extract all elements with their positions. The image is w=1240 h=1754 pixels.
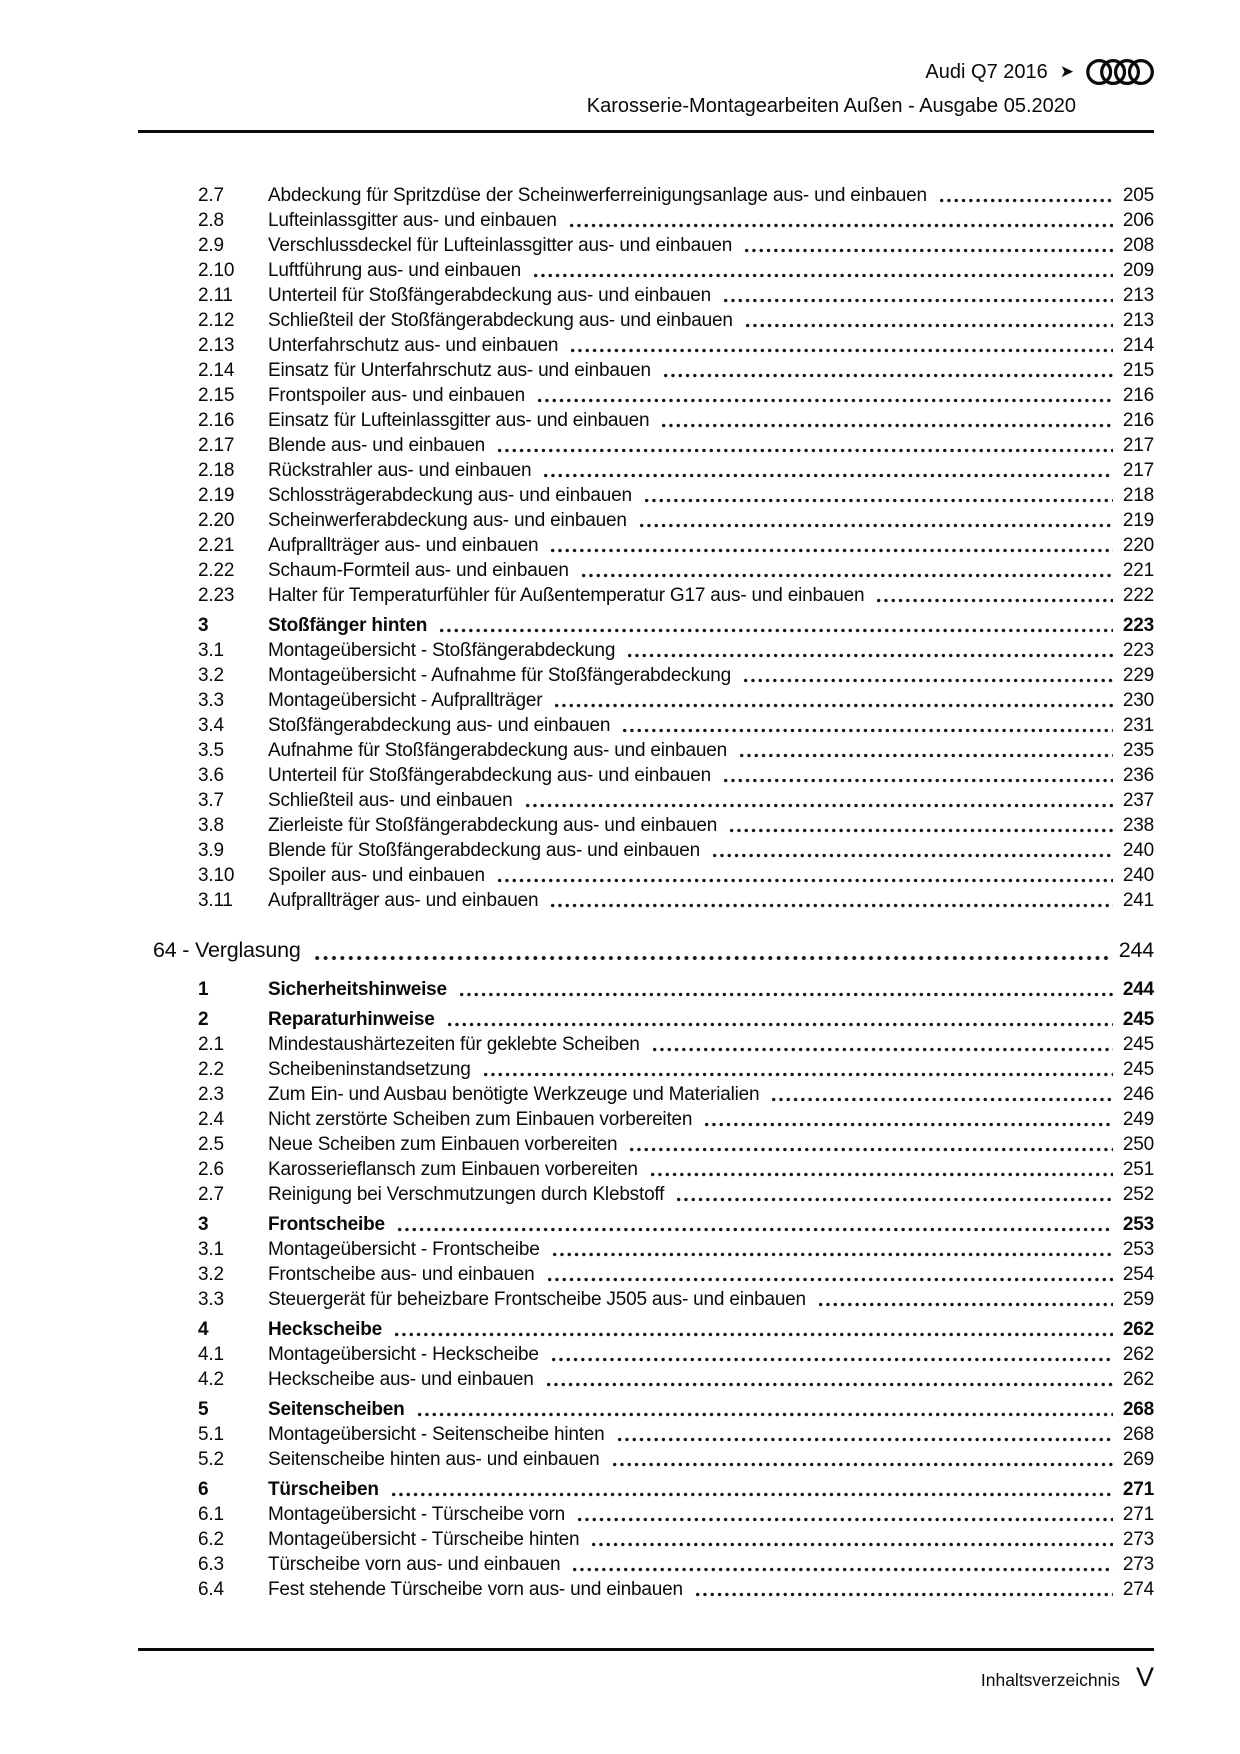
toc-entry-number: 2.23 bbox=[198, 585, 235, 606]
toc-entry-row bbox=[140, 558, 1154, 583]
toc-entry-title: Fest stehende Türscheibe vorn aus- und einbauen bbox=[268, 1579, 683, 1600]
dot-leader bbox=[566, 208, 1113, 233]
toc-entry-title: Spoiler aus- und einbauen bbox=[268, 865, 485, 886]
toc-entry-page: 216 bbox=[1122, 410, 1154, 431]
toc-entry-row bbox=[140, 888, 1154, 913]
toc-entry-row bbox=[140, 1157, 1154, 1182]
toc-entry-row bbox=[140, 738, 1154, 763]
dot-leader bbox=[588, 1527, 1112, 1552]
toc-entry-row bbox=[140, 1552, 1154, 1577]
toc-entry-number: 2.11 bbox=[198, 285, 233, 306]
toc-entry-title: Steuergerät für beheizbare Frontscheibe J505 aus- und einbauen bbox=[268, 1289, 806, 1310]
toc-entry-page: 262 bbox=[1122, 1319, 1154, 1340]
toc-entry-row bbox=[140, 1577, 1154, 1602]
toc-entry-page: 268 bbox=[1122, 1424, 1154, 1445]
dot-leader bbox=[647, 1157, 1113, 1182]
toc-entry-page: 220 bbox=[1122, 535, 1154, 556]
toc-entry-number: 2.1 bbox=[198, 1034, 224, 1055]
toc-entry-row bbox=[140, 1057, 1154, 1082]
toc-entry-row bbox=[140, 863, 1154, 888]
toc-entry-title: Reparaturhinweise bbox=[268, 1009, 435, 1030]
toc-entry-row bbox=[140, 1447, 1154, 1472]
toc-entry-row bbox=[140, 208, 1154, 233]
toc-entry-title: Scheibeninstandsetzung bbox=[268, 1059, 471, 1080]
toc-entry-title: Schlossträgerabdeckung aus- und einbauen bbox=[268, 485, 632, 506]
dot-leader bbox=[530, 258, 1113, 283]
toc-entry-title: Seitenscheibe hinten aus- und einbauen bbox=[268, 1449, 600, 1470]
toc-entry-row bbox=[140, 1212, 1154, 1237]
toc-entry-row bbox=[140, 383, 1154, 408]
toc-entry-title: Einsatz für Lufteinlassgitter aus- und einbauen bbox=[268, 410, 650, 431]
toc-entry-title: Blende aus- und einbauen bbox=[268, 435, 486, 456]
toc-entry-row bbox=[140, 688, 1154, 713]
toc-entry-page: 237 bbox=[1122, 790, 1154, 811]
toc-entry-number: 3.2 bbox=[198, 665, 224, 686]
dot-leader bbox=[636, 508, 1113, 533]
dot-leader bbox=[649, 1032, 1113, 1057]
toc-entry-number: 6.1 bbox=[198, 1504, 224, 1525]
toc-entry-title: Einsatz für Unterfahrschutz aus- und einbauen bbox=[268, 360, 651, 381]
dot-leader bbox=[736, 738, 1113, 763]
toc-entry-title: Montageübersicht - Türscheibe vorn bbox=[268, 1504, 566, 1525]
toc-entry-page: 215 bbox=[1122, 360, 1154, 381]
toc-entry-row bbox=[140, 233, 1154, 258]
toc-entry-number: 3.2 bbox=[198, 1264, 224, 1285]
toc-entry-row bbox=[140, 583, 1154, 608]
toc-entry-number: 2.3 bbox=[198, 1084, 224, 1105]
toc-entry-number: 2.9 bbox=[198, 235, 224, 256]
dot-leader bbox=[544, 1262, 1113, 1287]
toc-entry-number: 4.1 bbox=[198, 1344, 224, 1365]
toc-entry-row bbox=[140, 1107, 1154, 1132]
toc-entry-page: 217 bbox=[1122, 435, 1154, 456]
toc-entry-page: 251 bbox=[1122, 1159, 1154, 1180]
toc-entry-title: Neue Scheiben zum Einbauen vorbereiten bbox=[268, 1134, 618, 1155]
toc-entry-page: 214 bbox=[1122, 335, 1154, 356]
toc-entry-page: 223 bbox=[1122, 615, 1154, 636]
toc-entry-number: 6.3 bbox=[198, 1554, 224, 1575]
toc-entry-page: 213 bbox=[1122, 285, 1154, 306]
toc-entry-page: 244 bbox=[1122, 979, 1154, 1000]
toc-entry-number: 3.1 bbox=[198, 640, 224, 661]
toc-entry-page: 222 bbox=[1122, 585, 1154, 606]
dot-leader bbox=[456, 977, 1113, 1002]
toc-entry-number: 3.6 bbox=[198, 765, 224, 786]
toc-entry-page: 236 bbox=[1122, 765, 1154, 786]
toc-entry-number: 3.3 bbox=[198, 690, 224, 711]
dot-leader bbox=[391, 1317, 1113, 1342]
toc-entry-page: 269 bbox=[1122, 1449, 1154, 1470]
toc-entry-number: 3.5 bbox=[198, 740, 224, 761]
toc-entry-title: Schließteil der Stoßfängerabdeckung aus- und einbauen bbox=[268, 310, 733, 331]
toc-entry-page: 205 bbox=[1122, 185, 1154, 206]
toc-entry-row bbox=[140, 483, 1154, 508]
toc-entry-number: 2.17 bbox=[198, 435, 235, 456]
toc-entry-title: Montageübersicht - Aufprallträger bbox=[268, 690, 543, 711]
toc-entry-page: 245 bbox=[1122, 1009, 1154, 1030]
toc-entry-row bbox=[140, 1237, 1154, 1262]
toc-entry-title: Halter für Temperaturfühler für Außentemperatur G17 aus- und einbauen bbox=[268, 585, 865, 606]
toc-entry-title: Montageübersicht - Stoßfängerabdeckung bbox=[268, 640, 616, 661]
toc-entry-page: 252 bbox=[1122, 1184, 1154, 1205]
toc-entry-page: 245 bbox=[1122, 1059, 1154, 1080]
toc-entry-title: Montageübersicht - Frontscheibe bbox=[268, 1239, 540, 1260]
toc-entry-number: 2.8 bbox=[198, 210, 224, 231]
toc-entry-page: 206 bbox=[1122, 210, 1154, 231]
toc-entry-title: Heckscheibe aus- und einbauen bbox=[268, 1369, 534, 1390]
toc-entry-row bbox=[140, 1262, 1154, 1287]
toc-entry-title: Stoßfängerabdeckung aus- und einbauen bbox=[268, 715, 611, 736]
dot-leader bbox=[388, 1477, 1113, 1502]
toc-chapter-row bbox=[140, 935, 1154, 965]
toc-entry-number: 2.21 bbox=[198, 535, 235, 556]
toc-entry-row bbox=[140, 713, 1154, 738]
toc-entry-page: 223 bbox=[1122, 640, 1154, 661]
table-of-contents bbox=[140, 183, 1154, 1602]
toc-entry-row bbox=[140, 408, 1154, 433]
toc-entry-title: Aufprallträger aus- und einbauen bbox=[268, 535, 539, 556]
toc-entry-page: 262 bbox=[1122, 1344, 1154, 1365]
toc-entry-row bbox=[140, 533, 1154, 558]
toc-entry-page: 231 bbox=[1122, 715, 1154, 736]
toc-entry-row bbox=[140, 458, 1154, 483]
toc-entry-number: 2.22 bbox=[198, 560, 235, 581]
toc-entry-title: Luftführung aus- und einbauen bbox=[268, 260, 522, 281]
dot-leader bbox=[701, 1107, 1113, 1132]
toc-entry-title: Lufteinlassgitter aus- und einbauen bbox=[268, 210, 557, 231]
toc-entry-number: 2.2 bbox=[198, 1059, 224, 1080]
toc-entry-row bbox=[140, 433, 1154, 458]
toc-entry-number: 4 bbox=[198, 1319, 209, 1340]
toc-entry-title: Rückstrahler aus- und einbauen bbox=[268, 460, 532, 481]
toc-entry-title: Mindestaushärtezeiten für geklebte Scheiben bbox=[268, 1034, 640, 1055]
toc-entry-number: 2.10 bbox=[198, 260, 235, 281]
toc-entry-page: 240 bbox=[1122, 840, 1154, 861]
toc-entry-row bbox=[140, 1287, 1154, 1312]
toc-entry-page: 221 bbox=[1122, 560, 1154, 581]
toc-entry-row bbox=[140, 663, 1154, 688]
toc-entry-page: 229 bbox=[1122, 665, 1154, 686]
toc-entry-page: 240 bbox=[1122, 865, 1154, 886]
toc-entry-title: Frontscheibe bbox=[268, 1214, 385, 1235]
toc-entry-title: 64 - Verglasung bbox=[153, 938, 301, 962]
toc-entry-number: 3.4 bbox=[198, 715, 224, 736]
toc-entry-title: Sicherheitshinweise bbox=[268, 979, 447, 1000]
toc-entry-number: 2.4 bbox=[198, 1109, 224, 1130]
header-subtitle: Karosserie-Montagearbeiten Außen - Ausgabe 05.2020 bbox=[586, 95, 1076, 117]
toc-entry-title: Zierleiste für Stoßfängerabdeckung aus- und einbauen bbox=[268, 815, 718, 836]
toc-entry-number: 6.2 bbox=[198, 1529, 224, 1550]
toc-entry-row bbox=[140, 283, 1154, 308]
toc-entry-number: 2.13 bbox=[198, 335, 235, 356]
toc-entry-row bbox=[140, 838, 1154, 863]
dot-leader bbox=[726, 813, 1113, 838]
toc-entry-page: 230 bbox=[1122, 690, 1154, 711]
toc-entry-number: 2.18 bbox=[198, 460, 235, 481]
dot-leader bbox=[720, 763, 1113, 788]
toc-entry-number: 2.15 bbox=[198, 385, 235, 406]
toc-entry-row bbox=[140, 1132, 1154, 1157]
dot-leader bbox=[658, 408, 1112, 433]
dot-leader bbox=[742, 308, 1113, 333]
audi-rings-icon bbox=[1086, 58, 1154, 86]
toc-entry-row bbox=[140, 763, 1154, 788]
dot-leader bbox=[626, 1132, 1112, 1157]
toc-entry-page: 217 bbox=[1122, 460, 1154, 481]
toc-entry-title: Frontspoiler aus- und einbauen bbox=[268, 385, 526, 406]
dot-leader bbox=[444, 1007, 1113, 1032]
toc-entry-page: 249 bbox=[1122, 1109, 1154, 1130]
toc-entry-number: 6.4 bbox=[198, 1579, 224, 1600]
toc-entry-title: Montageübersicht - Seitenscheibe hinten bbox=[268, 1424, 605, 1445]
header-model-line bbox=[140, 58, 1154, 86]
toc-entry-title: Türscheiben bbox=[268, 1479, 379, 1500]
dot-leader bbox=[534, 383, 1113, 408]
toc-entry-row bbox=[140, 1032, 1154, 1057]
toc-entry-number: 2.5 bbox=[198, 1134, 224, 1155]
dot-leader bbox=[619, 713, 1113, 738]
toc-entry-page: 271 bbox=[1122, 1479, 1154, 1500]
toc-entry-row bbox=[140, 358, 1154, 383]
dot-leader bbox=[549, 1237, 1113, 1262]
toc-entry-page: 253 bbox=[1122, 1239, 1154, 1260]
dot-leader bbox=[741, 233, 1113, 258]
toc-entry-title: Scheinwerferabdeckung aus- und einbauen bbox=[268, 510, 627, 531]
dot-leader bbox=[768, 1082, 1112, 1107]
toc-entry-page: 219 bbox=[1122, 510, 1154, 531]
dot-leader bbox=[522, 788, 1113, 813]
footer-section-label: Inhaltsverzeichnis bbox=[980, 1670, 1120, 1690]
toc-entry-row bbox=[140, 333, 1154, 358]
toc-entry-number: 3 bbox=[198, 1214, 209, 1235]
toc-entry-page: 245 bbox=[1122, 1034, 1154, 1055]
toc-entry-title: Montageübersicht - Heckscheibe bbox=[268, 1344, 539, 1365]
toc-entry-page: 271 bbox=[1122, 1504, 1154, 1525]
toc-entry-row bbox=[140, 1422, 1154, 1447]
model-title: Audi Q7 2016 bbox=[925, 61, 1048, 83]
toc-entry-number: 3.7 bbox=[198, 790, 224, 811]
dot-leader bbox=[624, 638, 1113, 663]
toc-entry-page: 235 bbox=[1122, 740, 1154, 761]
dot-leader bbox=[551, 688, 1113, 713]
toc-entry-number: 3.9 bbox=[198, 840, 224, 861]
toc-entry-page: 209 bbox=[1122, 260, 1154, 281]
toc-entry-row bbox=[140, 1317, 1154, 1342]
page-footer bbox=[981, 1662, 1154, 1693]
toc-entry-row bbox=[140, 183, 1154, 208]
toc-entry-row bbox=[140, 977, 1154, 1002]
dot-leader bbox=[569, 1552, 1113, 1577]
toc-entry-title: Reinigung bei Verschmutzungen durch Klebstoff bbox=[268, 1184, 665, 1205]
dot-leader bbox=[567, 333, 1113, 358]
toc-entry-page: 268 bbox=[1122, 1399, 1154, 1420]
toc-entry-row bbox=[140, 1182, 1154, 1207]
toc-entry-number: 3.3 bbox=[198, 1289, 224, 1310]
footer-divider bbox=[138, 1648, 1154, 1651]
toc-entry-number: 3 bbox=[198, 615, 209, 636]
toc-entry-number: 3.1 bbox=[198, 1239, 224, 1260]
header-divider bbox=[138, 130, 1154, 133]
toc-entry-title: Karosserieflansch zum Einbauen vorbereiten bbox=[268, 1159, 638, 1180]
dot-leader bbox=[543, 1367, 1113, 1392]
toc-entry-title: Blende für Stoßfängerabdeckung aus- und einbauen bbox=[268, 840, 700, 861]
toc-entry-row bbox=[140, 1007, 1154, 1032]
toc-entry-page: 262 bbox=[1122, 1369, 1154, 1390]
model-range-arrow-icon: ➤ bbox=[1059, 62, 1074, 81]
toc-entry-row bbox=[140, 788, 1154, 813]
dot-leader bbox=[614, 1422, 1113, 1447]
toc-entry-number: 2.19 bbox=[198, 485, 235, 506]
dot-leader bbox=[720, 283, 1113, 308]
toc-entry-row bbox=[140, 258, 1154, 283]
dot-leader bbox=[311, 935, 1109, 960]
toc-entry-number: 6 bbox=[198, 1479, 209, 1500]
toc-entry-number: 2.20 bbox=[198, 510, 235, 531]
toc-entry-title: Schaum-Formteil aus- und einbauen bbox=[268, 560, 569, 581]
toc-entry-number: 2.14 bbox=[198, 360, 235, 381]
toc-entry-row bbox=[140, 1527, 1154, 1552]
toc-entry-number: 4.2 bbox=[198, 1369, 224, 1390]
dot-leader bbox=[436, 613, 1113, 638]
toc-entry-page: 238 bbox=[1122, 815, 1154, 836]
toc-entry-row bbox=[140, 1502, 1154, 1527]
toc-entry-number: 2.7 bbox=[198, 1184, 224, 1205]
toc-entry-number: 3.11 bbox=[198, 890, 233, 911]
dot-leader bbox=[494, 863, 1113, 888]
toc-entry-page: 244 bbox=[1118, 938, 1154, 962]
toc-entry-number: 2.6 bbox=[198, 1159, 224, 1180]
toc-entry-title: Verschlussdeckel für Lufteinlassgitter aus- und einbauen bbox=[268, 235, 733, 256]
toc-entry-page: 253 bbox=[1122, 1214, 1154, 1235]
dot-leader bbox=[394, 1212, 1113, 1237]
toc-entry-page: 254 bbox=[1122, 1264, 1154, 1285]
toc-entry-title: Frontscheibe aus- und einbauen bbox=[268, 1264, 535, 1285]
toc-entry-title: Heckscheibe bbox=[268, 1319, 382, 1340]
toc-entry-page: 250 bbox=[1122, 1134, 1154, 1155]
dot-leader bbox=[815, 1287, 1113, 1312]
toc-entry-number: 1 bbox=[198, 979, 209, 1000]
toc-entry-number: 5.1 bbox=[198, 1424, 224, 1445]
dot-leader bbox=[540, 458, 1113, 483]
toc-entry-row bbox=[140, 508, 1154, 533]
toc-entry-number: 5 bbox=[198, 1399, 209, 1420]
dot-leader bbox=[609, 1447, 1113, 1472]
toc-entry-row bbox=[140, 1477, 1154, 1502]
toc-entry-title: Schließteil aus- und einbauen bbox=[268, 790, 513, 811]
toc-entry-title: Türscheibe vorn aus- und einbauen bbox=[268, 1554, 561, 1575]
toc-entry-title: Seitenscheiben bbox=[268, 1399, 405, 1420]
toc-entry-number: 3.10 bbox=[198, 865, 235, 886]
toc-entry-page: 208 bbox=[1122, 235, 1154, 256]
toc-entry-title: Nicht zerstörte Scheiben zum Einbauen vorbereiten bbox=[268, 1109, 693, 1130]
toc-entry-page: 274 bbox=[1122, 1579, 1154, 1600]
toc-entry-page: 259 bbox=[1122, 1289, 1154, 1310]
page-header bbox=[140, 58, 1154, 118]
toc-entry-number: 2.16 bbox=[198, 410, 235, 431]
dot-leader bbox=[873, 583, 1113, 608]
toc-entry-page: 273 bbox=[1122, 1554, 1154, 1575]
toc-entry-row bbox=[140, 1082, 1154, 1107]
dot-leader bbox=[660, 358, 1113, 383]
toc-entry-row bbox=[140, 1367, 1154, 1392]
toc-entry-title: Aufprallträger aus- und einbauen bbox=[268, 890, 539, 911]
toc-entry-title: Unterfahrschutz aus- und einbauen bbox=[268, 335, 559, 356]
toc-entry-title: Unterteil für Stoßfängerabdeckung aus- und einbauen bbox=[268, 285, 711, 306]
dot-leader bbox=[740, 663, 1113, 688]
toc-entry-row bbox=[140, 1342, 1154, 1367]
dot-leader bbox=[641, 483, 1113, 508]
toc-entry-title: Unterteil für Stoßfängerabdeckung aus- und einbauen bbox=[268, 765, 711, 786]
toc-entry-page: 246 bbox=[1122, 1084, 1154, 1105]
toc-entry-title: Aufnahme für Stoßfängerabdeckung aus- und einbauen bbox=[268, 740, 727, 761]
footer-page-number: V bbox=[1135, 1662, 1154, 1692]
dot-leader bbox=[936, 183, 1113, 208]
toc-entry-page: 213 bbox=[1122, 310, 1154, 331]
dot-leader bbox=[673, 1182, 1113, 1207]
toc-entry-number: 5.2 bbox=[198, 1449, 224, 1470]
toc-entry-page: 241 bbox=[1122, 890, 1154, 911]
toc-entry-page: 216 bbox=[1122, 385, 1154, 406]
toc-entry-number: 2 bbox=[198, 1009, 209, 1030]
dot-leader bbox=[692, 1577, 1113, 1602]
toc-entry-title: Montageübersicht - Aufnahme für Stoßfängerabdeckung bbox=[268, 665, 731, 686]
dot-leader bbox=[548, 1342, 1113, 1367]
dot-leader bbox=[547, 533, 1113, 558]
dot-leader bbox=[480, 1057, 1113, 1082]
toc-entry-row bbox=[140, 1397, 1154, 1422]
dot-leader bbox=[494, 433, 1113, 458]
toc-entry-row bbox=[140, 638, 1154, 663]
dot-leader bbox=[574, 1502, 1113, 1527]
dot-leader bbox=[547, 888, 1113, 913]
toc-entry-title: Stoßfänger hinten bbox=[268, 615, 428, 636]
toc-entry-row bbox=[140, 308, 1154, 333]
toc-entry-title: Abdeckung für Spritzdüse der Scheinwerferreinigungsanlage aus- und einbauen bbox=[268, 185, 927, 206]
toc-entry-number: 2.7 bbox=[198, 185, 224, 206]
toc-entry-page: 273 bbox=[1122, 1529, 1154, 1550]
dot-leader bbox=[709, 838, 1113, 863]
toc-entry-title: Zum Ein- und Ausbau benötigte Werkzeuge und Materialien bbox=[268, 1084, 760, 1105]
toc-entry-row bbox=[140, 813, 1154, 838]
toc-entry-number: 2.12 bbox=[198, 310, 235, 331]
toc-entry-page: 218 bbox=[1122, 485, 1154, 506]
toc-entry-row bbox=[140, 613, 1154, 638]
toc-entry-number: 3.8 bbox=[198, 815, 224, 836]
dot-leader bbox=[578, 558, 1113, 583]
dot-leader bbox=[414, 1397, 1113, 1422]
toc-entry-title: Montageübersicht - Türscheibe hinten bbox=[268, 1529, 580, 1550]
